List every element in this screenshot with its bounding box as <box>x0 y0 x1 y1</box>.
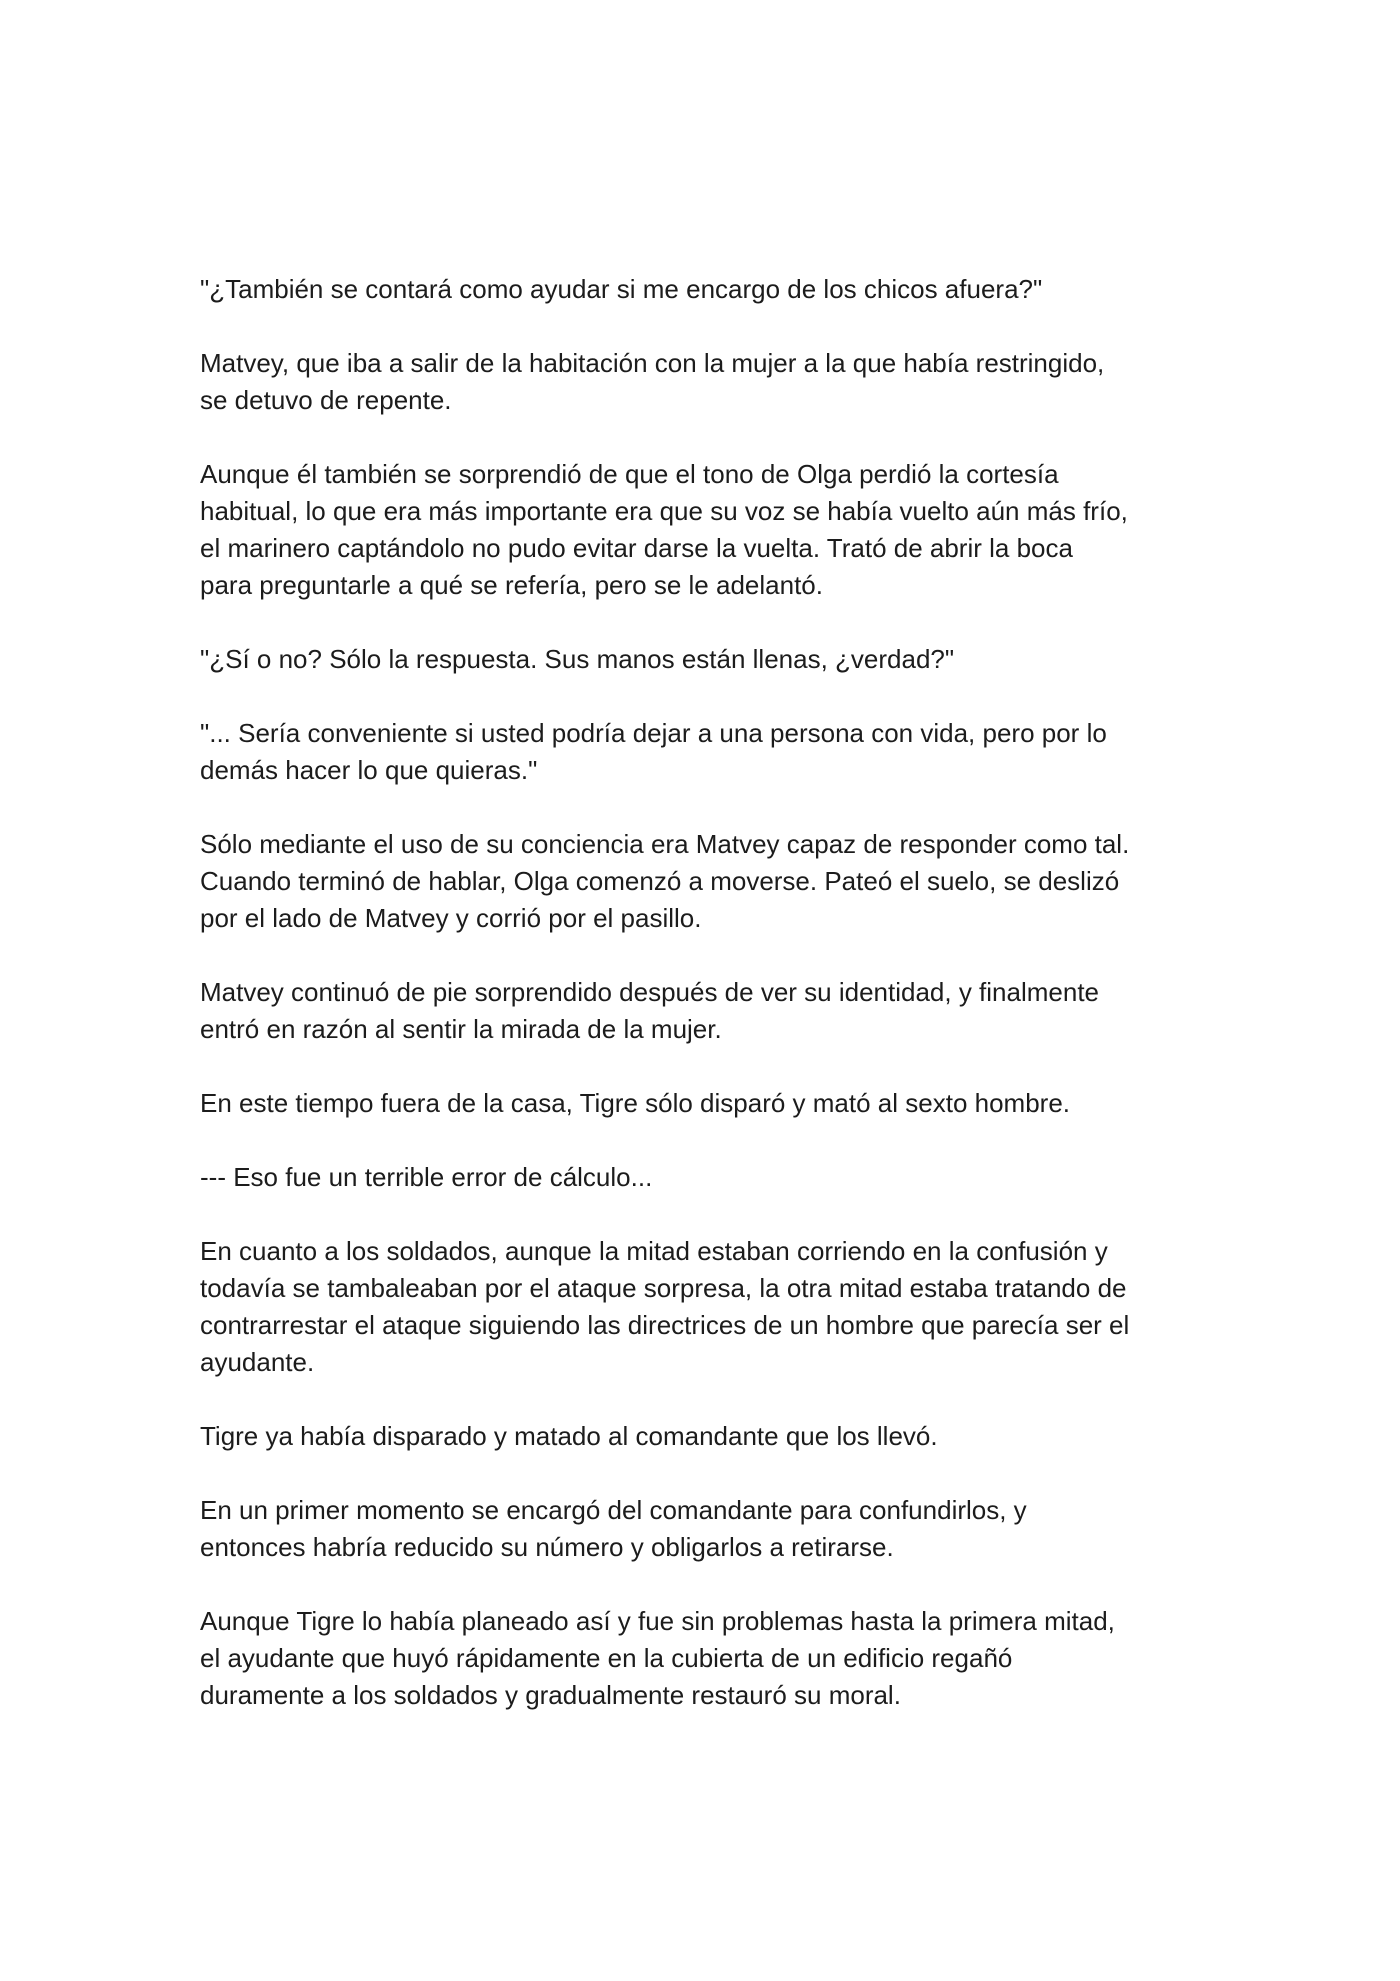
text-line: Matvey, que iba a salir de la habitación con la mujer a la que había restringido, <box>200 348 1105 378</box>
text-line: En cuanto a los soldados, aunque la mitad estaban corriendo en la confusión y <box>200 1236 1108 1266</box>
text-line: para preguntarle a qué se refería, pero se le adelantó. <box>200 570 823 600</box>
text-line: habitual, lo que era más importante era que su voz se había vuelto aún más frío, <box>200 496 1128 526</box>
text-line: Matvey continuó de pie sorprendido después de ver su identidad, y finalmente <box>200 977 1100 1007</box>
paragraph-12 <box>200 1492 1210 1566</box>
text-line: "... Sería conveniente si usted podría dejar a una persona con vida, pero por lo <box>200 718 1107 748</box>
text-line: Cuando terminó de hablar, Olga comenzó a moverse. Pateó el suelo, se deslizó <box>200 866 1120 896</box>
paragraph-4 <box>200 641 1210 678</box>
text-line: Aunque él también se sorprendió de que el tono de Olga perdió la cortesía <box>200 459 1059 489</box>
paragraph-2 <box>200 345 1210 419</box>
paragraph-1 <box>200 271 1210 308</box>
text-line: contrarrestar el ataque siguiendo las directrices de un hombre que parecía ser el <box>200 1310 1130 1340</box>
paragraph-3 <box>200 456 1210 604</box>
text-line: el ayudante que huyó rápidamente en la cubierta de un edificio regañó <box>200 1643 1013 1673</box>
document-body <box>200 271 1210 1714</box>
text-line: "¿También se contará como ayudar si me encargo de los chicos afuera?" <box>200 274 1043 304</box>
paragraph-13 <box>200 1603 1210 1714</box>
text-line: En un primer momento se encargó del comandante para confundirlos, y <box>200 1495 1027 1525</box>
text-line: "¿Sí o no? Sólo la respuesta. Sus manos están llenas, ¿verdad?" <box>200 644 955 674</box>
paragraph-7 <box>200 974 1210 1048</box>
paragraph-8 <box>200 1085 1210 1122</box>
text-line: Sólo mediante el uso de su conciencia era Matvey capaz de responder como tal. <box>200 829 1130 859</box>
text-line: entró en razón al sentir la mirada de la mujer. <box>200 1014 722 1044</box>
paragraph-5 <box>200 715 1210 789</box>
paragraph-11 <box>200 1418 1210 1455</box>
paragraph-9 <box>200 1159 1210 1196</box>
text-line: entonces habría reducido su número y obligarlos a retirarse. <box>200 1532 894 1562</box>
paragraph-6 <box>200 826 1210 937</box>
text-line: En este tiempo fuera de la casa, Tigre sólo disparó y mató al sexto hombre. <box>200 1088 1071 1118</box>
text-line: ayudante. <box>200 1347 315 1377</box>
text-line: el marinero captándolo no pudo evitar darse la vuelta. Trató de abrir la boca <box>200 533 1073 563</box>
text-line: Aunque Tigre lo había planeado así y fue sin problemas hasta la primera mitad, <box>200 1606 1115 1636</box>
text-line: demás hacer lo que quieras." <box>200 755 538 785</box>
text-line: se detuvo de repente. <box>200 385 452 415</box>
text-line: duramente a los soldados y gradualmente restauró su moral. <box>200 1680 901 1710</box>
text-line: Tigre ya había disparado y matado al comandante que los llevó. <box>200 1421 938 1451</box>
text-line: --- Eso fue un terrible error de cálculo... <box>200 1162 653 1192</box>
paragraph-10 <box>200 1233 1210 1381</box>
text-line: todavía se tambaleaban por el ataque sorpresa, la otra mitad estaba tratando de <box>200 1273 1127 1303</box>
text-line: por el lado de Matvey y corrió por el pasillo. <box>200 903 702 933</box>
